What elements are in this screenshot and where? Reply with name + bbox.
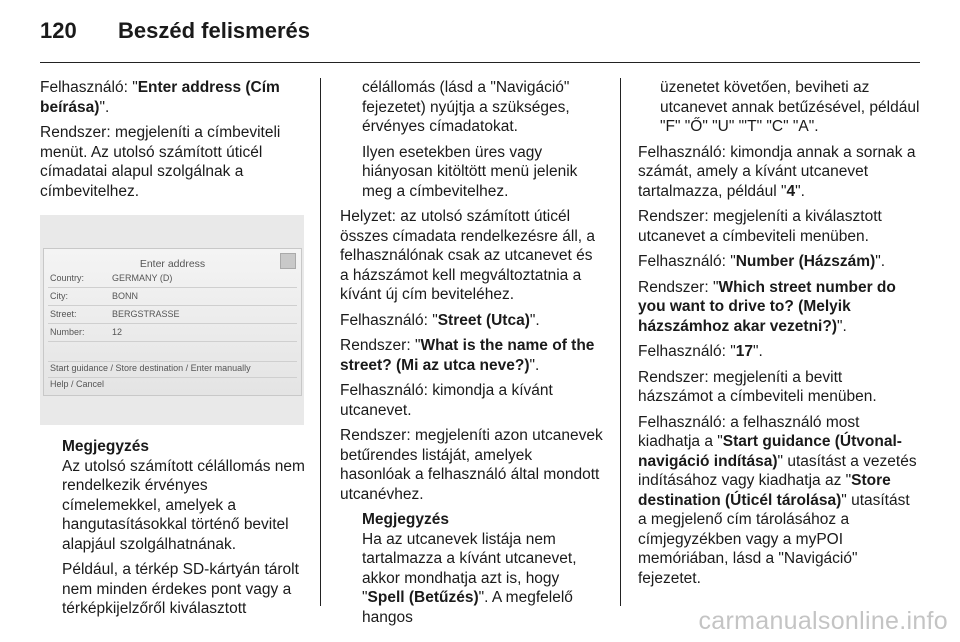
paragraph: Felhasználó: kimondja a kívánt utcanevet. xyxy=(340,382,553,419)
paragraph: Felhasználó: "17". xyxy=(638,343,763,360)
screen-actions: Start guidance / Store destination / Enter manually xyxy=(48,361,297,376)
header-rule xyxy=(40,62,920,63)
note-text: Az utolsó számított célállomás nem rendelkezik érvényes címelemekkel, amelyek a hangutasításokkal történő bevitel alapjául szolgálhatnának. xyxy=(62,457,305,553)
back-icon xyxy=(280,253,296,269)
column-divider-1 xyxy=(320,78,321,606)
paragraph: Helyzet: az utolsó számított úticél összes címadata rendelkezésre áll, a felhasználónak csak az utcanevet és a házszámot kell megváltoztatnia a kívánt új cím beviteléhez. xyxy=(340,208,596,303)
screen-row-city: City: BONN xyxy=(48,289,297,306)
screen-title: Enter address xyxy=(139,258,206,270)
screen-row-street: Street: BERGSTRASSE xyxy=(48,307,297,324)
paragraph: Felhasználó: "Enter address (Cím beírása)". xyxy=(40,79,280,116)
paragraph: Rendszer: megjeleníti a címbeviteli menüt. Az utolsó számított úticél címadatai alapul szolgálnak a címbevitelhez. xyxy=(40,124,281,200)
page-header xyxy=(40,18,310,48)
paragraph: Felhasználó: a felhasználó most kiadhatja a "Start guidance (Útvonal-navigáció indítása)" utasítást a vezetés indításához vagy kiadhatja az "Store destination (Úticél tárolása)" utasítást a megjelenő cím tárolásához a címjegyzékben vagy a myPOI memóriában, lásd a "Navigáció" fejezetet. xyxy=(638,413,917,587)
note-continuation: célállomás (lásd a "Navigáció" fejezetet) nyújtja a szükséges, érvényes címadatokat. xyxy=(362,79,570,135)
note-continuation: Ilyen esetekben üres vagy hiányosan kitöltött menü jelenik meg a címbevitelhez. xyxy=(362,143,578,200)
note-text: Ha az utcanevek listája nem tartalmazza a kívánt utcanevet, akkor mondhatja azt is, hogy "Spell (Betűzés)". A megfelelő hangos xyxy=(362,530,577,626)
paragraph: Rendszer: "Which street number do you want to drive to? (Melyik házszámhoz akar vezetni?)". xyxy=(638,278,896,335)
paragraph: Felhasználó: "Street (Utca)". xyxy=(340,311,540,329)
note-block xyxy=(40,437,308,619)
column-1 xyxy=(40,78,308,625)
watermark: carmanualsonline.info xyxy=(698,607,948,635)
paragraph: Rendszer: "What is the name of the street? (Mi az utca neve?)". xyxy=(340,337,595,374)
note-block xyxy=(340,510,605,627)
paragraph: Rendszer: megjeleníti a bevitt házszámot a címbeviteli menüben. xyxy=(638,368,877,405)
note-continuation: üzenetet követően, beviheti az utcanevet annak betűzésével, például "F" "Ő" "U" "'T" "C" "A". xyxy=(660,79,920,135)
paragraph: Rendszer: megjeleníti azon utcanevek betűrendes listáját, amelyek hasonlóak a felhasználó által mondott utcanévhez. xyxy=(340,427,603,503)
column-divider-2 xyxy=(620,78,621,606)
page-number: 120 xyxy=(40,18,77,43)
column-3 xyxy=(638,78,920,594)
screen-row-number: Number: 12 xyxy=(48,325,297,342)
paragraph: Felhasználó: "Number (Házszám)". xyxy=(638,253,886,270)
display-screen xyxy=(43,248,302,396)
note-text: Például, a térkép SD-kártyán tárolt nem minden érdekes pont vagy a térképkijelzőről kiválasztott xyxy=(62,561,299,617)
enter-address-screenshot xyxy=(40,215,304,425)
page-title: Beszéd felismerés xyxy=(118,18,310,43)
paragraph: Rendszer: megjeleníti a kiválasztott utcanevet a címbeviteli menüben. xyxy=(638,208,882,245)
paragraph: Felhasználó: kimondja annak a sornak a számát, amely a kívánt utcanevet tartalmazza, például "4". xyxy=(638,143,916,200)
column-2 xyxy=(340,78,605,633)
screen-help-cancel: Help / Cancel xyxy=(48,377,297,392)
screen-row-country: Country: GERMANY (D) xyxy=(48,271,297,288)
note-title: Megjegyzés xyxy=(362,511,450,528)
note-title: Megjegyzés xyxy=(62,438,150,455)
